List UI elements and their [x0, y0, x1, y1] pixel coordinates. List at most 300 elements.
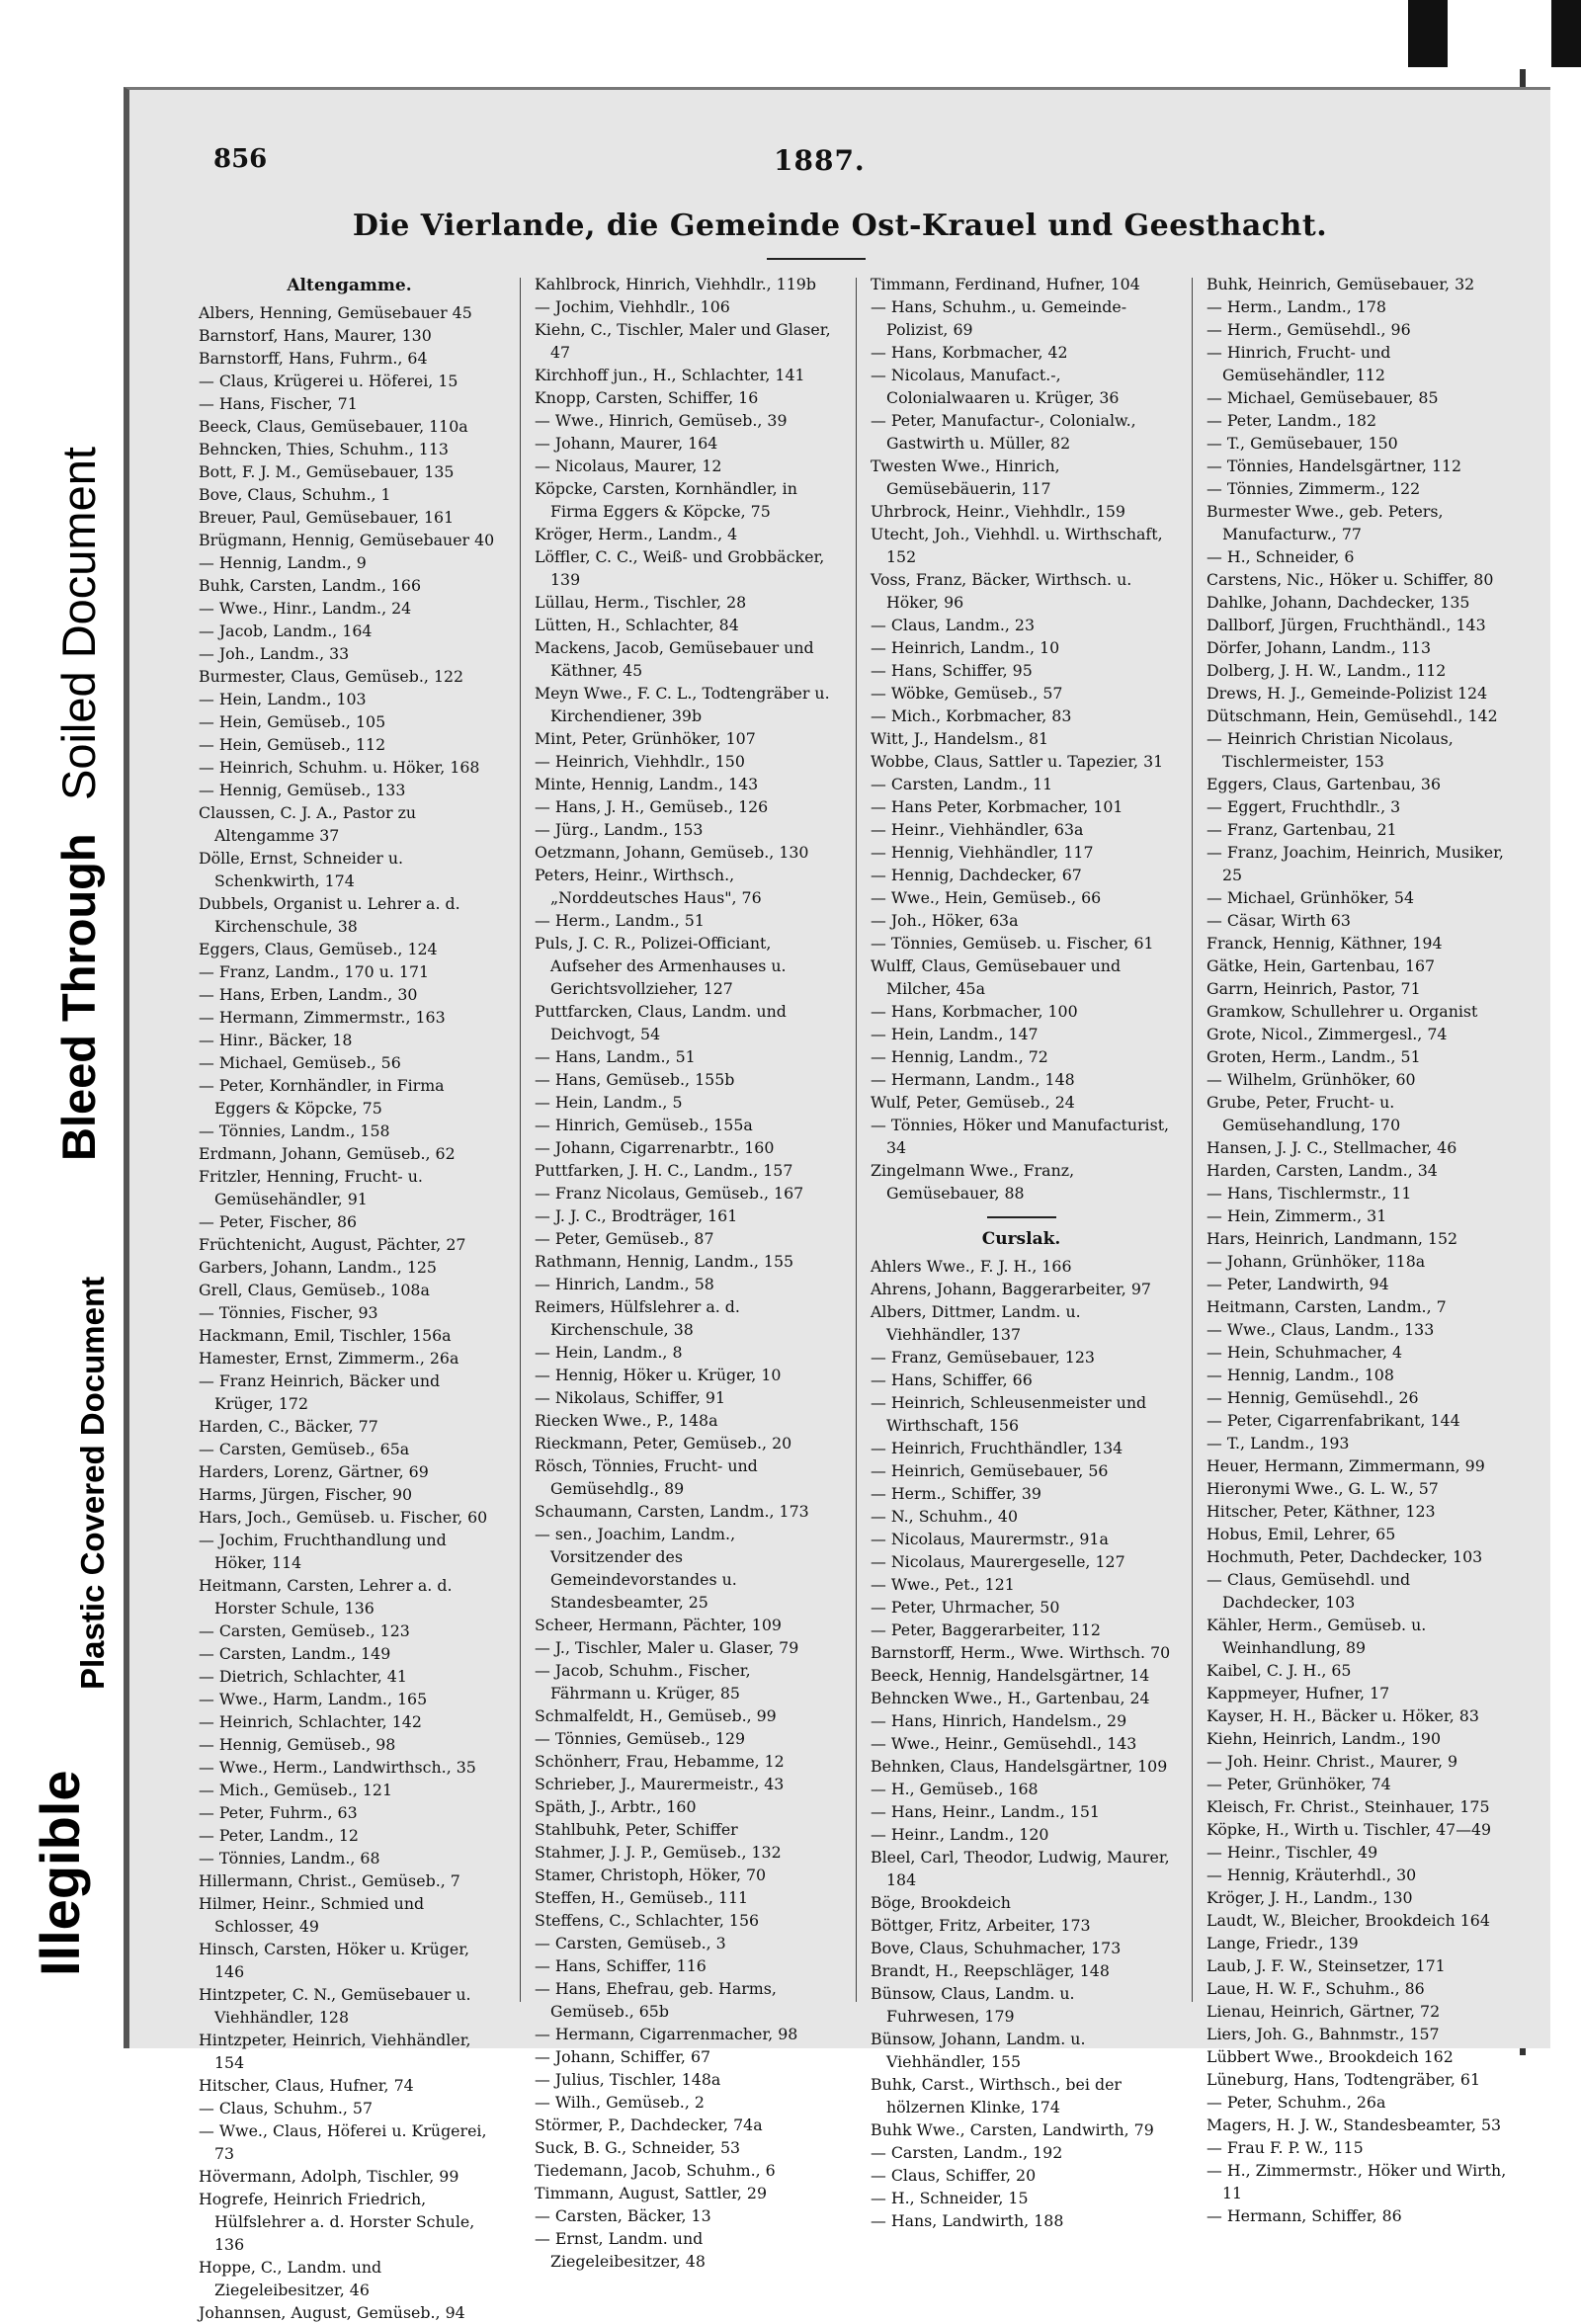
label-soiled-document: Soiled Document [52, 447, 105, 800]
directory-entry: Harders, Lorenz, Gärtner, 69 [199, 1462, 429, 1481]
directory-entry: Garrn, Heinrich, Pastor, 71 [1207, 979, 1421, 998]
directory-entry: — Michael, Gemüseb., 56 [199, 1053, 401, 1072]
directory-entry: Rathmann, Hennig, Landm., 155 [535, 1252, 794, 1271]
directory-entry: — Joh., Höker, 63a [871, 911, 1019, 930]
directory-entry: — Peter, Landwirth, 94 [1207, 1275, 1389, 1293]
column-divider [1192, 278, 1193, 2002]
directory-entry: — Peter, Baggerarbeiter, 112 [871, 1620, 1101, 1639]
directory-entry: Dörfer, Johann, Landm., 113 [1207, 638, 1431, 657]
directory-entry: Albers, Henning, Gemüsebauer 45 [199, 303, 472, 322]
directory-entry: Brandt, H., Reepschläger, 148 [871, 1961, 1110, 1980]
directory-entry: Dolberg, J. H. W., Landm., 112 [1207, 661, 1447, 680]
directory-entry: — Jacob, Schuhm., Fischer, Fährmann u. Krüger, 85 [535, 1661, 751, 1702]
directory-entry: — Wilh., Gemüseb., 2 [535, 2093, 705, 2112]
directory-column-2 [535, 273, 836, 2273]
directory-entry: — Hans, Ehefrau, geb. Harms, Gemüseb., 65b [535, 1979, 777, 2021]
directory-entry: — Heinrich Christian Nicolaus, Tischlermeister, 153 [1207, 729, 1454, 771]
directory-entry: — Hennig, Höker u. Krüger, 10 [535, 1366, 782, 1384]
directory-entry: — Hennig, Gemüsehdl., 26 [1207, 1388, 1419, 1407]
directory-column-3 [871, 273, 1172, 2232]
directory-entry: Früchtenicht, August, Pächter, 27 [199, 1235, 466, 1254]
directory-entry: — Hein, Landm., 147 [871, 1025, 1039, 1043]
column-divider [856, 278, 857, 2002]
directory-entry: — Hans, Landm., 51 [535, 1047, 696, 1066]
directory-entry: — Peter, Cigarrenfabrikant, 144 [1207, 1411, 1460, 1430]
directory-entry: — Heinr., Landm., 120 [871, 1825, 1049, 1844]
page-title: Die Vierlande, die Gemeinde Ost-Krauel und Geesthacht. [352, 208, 1328, 243]
directory-entry: — Hennig, Gemüseb., 98 [199, 1735, 396, 1754]
directory-entry: Grell, Claus, Gemüseb., 108a [199, 1281, 430, 1299]
directory-entry: Hitscher, Claus, Hufner, 74 [199, 2076, 414, 2095]
directory-entry: Kahlbrock, Hinrich, Viehhdlr., 119b [535, 275, 816, 293]
directory-entry: Kiehn, C., Tischler, Maler und Glaser, 47 [535, 320, 831, 362]
directory-entry: Kröger, J. H., Landm., 130 [1207, 1888, 1413, 1907]
directory-entry: Garbers, Johann, Landm., 125 [199, 1258, 437, 1277]
directory-entry: — Hans, Fischer, 71 [199, 394, 358, 413]
directory-entry: — Jacob, Landm., 164 [199, 622, 373, 640]
directory-entry: — Tönnies, Landm., 68 [199, 1849, 380, 1868]
directory-entry: — Claus, Schuhm., 57 [199, 2099, 374, 2117]
directory-entry: Hansen, J. J. C., Stellmacher, 46 [1207, 1138, 1457, 1157]
directory-entry: Wulff, Claus, Gemüsebauer und Milcher, 45a [871, 956, 1122, 998]
directory-entry: Grote, Nicol., Zimmergesl., 74 [1207, 1025, 1448, 1043]
directory-entry: Stahmer, J. J. P., Gemüseb., 132 [535, 1843, 782, 1862]
directory-entry: Hillermann, Christ., Gemüseb., 7 [199, 1871, 460, 1890]
directory-entry: Magers, H. J. W., Standesbeamter, 53 [1207, 2116, 1502, 2134]
directory-entry: Heitmann, Carsten, Landm., 7 [1207, 1297, 1447, 1316]
directory-entry: — Hans, Korbmacher, 100 [871, 1002, 1078, 1021]
directory-entry: — H., Schneider, 15 [871, 2189, 1029, 2207]
directory-entry: Laue, H. W. F., Schuhm., 86 [1207, 1979, 1425, 1998]
directory-entry: — Johann, Maurer, 164 [535, 434, 718, 453]
directory-entry: Johannsen, August, Gemüseb., 94 [199, 2303, 465, 2322]
directory-entry: — Herm., Landm., 178 [1207, 297, 1386, 316]
directory-entry: Fritzler, Henning, Frucht- u. Gemüsehändler, 91 [199, 1167, 423, 1208]
directory-entry: — Hans, J. H., Gemüseb., 126 [535, 797, 769, 816]
directory-entry: — Peter, Landm., 12 [199, 1826, 359, 1845]
directory-entry: — Hein, Gemüseb., 112 [199, 735, 386, 754]
directory-entry: Lütten, H., Schlachter, 84 [535, 616, 739, 634]
directory-entry: Kayser, H. H., Bäcker u. Höker, 83 [1207, 1706, 1479, 1725]
degradation-labels [0, 0, 124, 2151]
directory-entry: Kröger, Herm., Landm., 4 [535, 525, 738, 543]
directory-entry: Hogrefe, Heinrich Friedrich, Hülfslehrer a. d. Horster Schule, 136 [199, 2190, 475, 2254]
directory-entry: — Nicolaus, Manufact.-, Colonialwaaren u. Krüger, 36 [871, 366, 1120, 407]
directory-entry: Carstens, Nic., Höker u. Schiffer, 80 [1207, 570, 1494, 589]
directory-entry: — Herm., Gemüsehdl., 96 [1207, 320, 1411, 339]
directory-entry: Eggers, Claus, Gemüseb., 124 [199, 940, 438, 958]
directory-entry: — Carsten, Gemüseb., 65a [199, 1440, 410, 1458]
directory-entry: — Hans, Erben, Landm., 30 [199, 985, 418, 1004]
directory-entry: Stamer, Christoph, Höker, 70 [535, 1866, 767, 1884]
directory-entry: Breuer, Paul, Gemüsebauer, 161 [199, 508, 455, 527]
directory-entry: Lüllau, Herm., Tischler, 28 [535, 593, 747, 612]
directory-entry: Laub, J. F. W., Steinsetzer, 171 [1207, 1956, 1446, 1975]
label-bleed-through: Bleed Through [52, 833, 105, 1161]
directory-entry: — Carsten, Bäcker, 13 [535, 2206, 711, 2225]
column-divider [520, 278, 521, 2002]
directory-entry: Mint, Peter, Grünhöker, 107 [535, 729, 756, 748]
directory-entry: — Tönnies, Gemüseb. u. Fischer, 61 [871, 934, 1154, 953]
directory-entry: Schrieber, J., Maurermeistr., 43 [535, 1775, 785, 1793]
directory-entry: Buhk, Carst., Wirthsch., bei der hölzernen Klinke, 174 [871, 2075, 1122, 2116]
directory-entry: — Hein, Gemüseb., 105 [199, 712, 386, 731]
directory-entry: Ahrens, Johann, Baggerarbeiter, 97 [871, 1280, 1151, 1298]
directory-entry: — Hinrich, Gemüseb., 155a [535, 1116, 753, 1134]
directory-entry: — Peter, Grünhöker, 74 [1207, 1775, 1391, 1793]
directory-entry: Rieckmann, Peter, Gemüseb., 20 [535, 1434, 792, 1452]
directory-entry: Lange, Friedr., 139 [1207, 1934, 1359, 1952]
directory-entry: — Tönnies, Fischer, 93 [199, 1303, 378, 1322]
directory-columns [199, 273, 1523, 2322]
directory-entry: Kappmeyer, Hufner, 17 [1207, 1684, 1390, 1702]
directory-entry: — Peter, Gemüseb., 87 [535, 1229, 714, 1248]
directory-column-1 [199, 273, 500, 2324]
directory-entry: Kaibel, C. J. H., 65 [1207, 1661, 1352, 1680]
directory-entry: — Herm., Landm., 51 [535, 911, 705, 930]
directory-entry: Wobbe, Claus, Sattler u. Tapezier, 31 [871, 752, 1164, 771]
directory-entry: — Franz, Joachim, Heinrich, Musiker, 25 [1207, 843, 1504, 884]
directory-entry: Bünsow, Johann, Landm. u. Viehhändler, 155 [871, 2030, 1086, 2071]
directory-entry: Dütschmann, Hein, Gemüsehdl., 142 [1207, 706, 1498, 725]
directory-entry: — Hans, Korbmacher, 42 [871, 343, 1068, 362]
directory-entry: — Franz, Gartenbau, 21 [1207, 820, 1397, 839]
directory-entry: — Nicolaus, Maurermstr., 91a [871, 1530, 1109, 1548]
directory-entry: — Michael, Gemüsebauer, 85 [1207, 388, 1439, 407]
directory-entry: — Herm., Schiffer, 39 [871, 1484, 1041, 1503]
directory-entry: Laudt, W., Bleicher, Brookdeich 164 [1207, 1911, 1490, 1930]
directory-entry: — Hermann, Landm., 148 [871, 1070, 1075, 1089]
directory-entry: Kiehn, Heinrich, Landm., 190 [1207, 1729, 1441, 1748]
directory-entry: — T., Landm., 193 [1207, 1434, 1350, 1452]
directory-entry: — Eggert, Fruchthdlr., 3 [1207, 797, 1401, 816]
directory-entry: Köpke, H., Wirth u. Tischler, 47—49 [1207, 1820, 1492, 1839]
directory-entry: — Hans, Hinrich, Handelsm., 29 [871, 1711, 1127, 1730]
directory-entry: — J., Tischler, Maler u. Glaser, 79 [535, 1638, 799, 1657]
directory-entry: — Heinrich, Schleusenmeister und Wirthschaft, 156 [871, 1393, 1147, 1435]
directory-entry: — Hennig, Viehhändler, 117 [871, 843, 1094, 862]
directory-entry: Beeck, Claus, Gemüsebauer, 110a [199, 417, 468, 436]
directory-entry: — Nikolaus, Schiffer, 91 [535, 1388, 725, 1407]
directory-entry: Heuer, Hermann, Zimmermann, 99 [1207, 1456, 1485, 1475]
directory-entry: Böge, Brookdeich [871, 1893, 1011, 1912]
directory-entry: Hoppe, C., Landm. und Ziegeleibesitzer, 46 [199, 2258, 382, 2299]
directory-entry: — Wwe., Heinr., Gemüsehdl., 143 [871, 1734, 1137, 1753]
directory-entry: Groten, Herm., Landm., 51 [1207, 1047, 1421, 1066]
directory-entry: — H., Schneider, 6 [1207, 547, 1355, 566]
directory-entry: — Hinrich, Frucht- und Gemüsehändler, 112 [1207, 343, 1391, 384]
directory-entry: Hars, Heinrich, Landmann, 152 [1207, 1229, 1458, 1248]
directory-entry: — Hans, Landwirth, 188 [871, 2211, 1064, 2230]
directory-entry: — Johann, Schiffer, 67 [535, 2047, 711, 2066]
directory-entry: Kähler, Herm., Gemüseb. u. Weinhandlung, 89 [1207, 1616, 1427, 1657]
directory-entry: Rösch, Tönnies, Frucht- und Gemüsehdlg., 89 [535, 1456, 758, 1498]
directory-entry: Kleisch, Fr. Christ., Steinhauer, 175 [1207, 1797, 1490, 1816]
directory-entry: Drews, H. J., Gemeinde-Polizist 124 [1207, 684, 1488, 703]
directory-entry: — Peter, Fuhrm., 63 [199, 1803, 358, 1822]
directory-entry: — Tönnies, Landm., 158 [199, 1121, 390, 1140]
directory-entry: Bove, Claus, Schuhmacher, 173 [871, 1939, 1122, 1957]
directory-entry: Scheer, Hermann, Pächter, 109 [535, 1616, 782, 1634]
directory-entry: Behnken, Claus, Handelsgärtner, 109 [871, 1757, 1168, 1776]
running-head [129, 144, 1550, 184]
directory-entry: — Nicolaus, Maurergeselle, 127 [871, 1552, 1125, 1571]
directory-entry: — Carsten, Gemüseb., 123 [199, 1621, 410, 1640]
directory-entry: Buhk, Carsten, Landm., 166 [199, 576, 422, 595]
directory-entry: Dubbels, Organist u. Lehrer a. d. Kirchenschule, 38 [199, 894, 460, 936]
directory-entry: — Carsten, Gemüseb., 3 [535, 1934, 726, 1952]
directory-entry: — Heinrich, Gemüsebauer, 56 [871, 1461, 1109, 1480]
directory-entry: — Jürg., Landm., 153 [535, 820, 704, 839]
directory-entry: Hobus, Emil, Lehrer, 65 [1207, 1525, 1396, 1543]
directory-entry: — Heinrich, Landm., 10 [871, 638, 1060, 657]
directory-entry: — Tönnies, Handelsgärtner, 112 [1207, 456, 1462, 475]
directory-entry: Buhk Wwe., Carsten, Landwirth, 79 [871, 2120, 1154, 2139]
directory-entry: Barnstorf, Hans, Maurer, 130 [199, 326, 432, 345]
directory-entry: — Hans, Heinr., Landm., 151 [871, 1802, 1100, 1821]
directory-entry: Dallborf, Jürgen, Fruchthändl., 143 [1207, 616, 1486, 634]
directory-entry: Gramkow, Schullehrer u. Organist [1207, 1002, 1478, 1021]
directory-entry: — Tönnies, Zimmerm., 122 [1207, 479, 1421, 498]
directory-entry: Puttfarcken, Claus, Landm. und Deichvogt, 54 [535, 1002, 787, 1043]
directory-entry: Schönherr, Frau, Hebamme, 12 [535, 1752, 785, 1771]
directory-entry: — Jochim, Fruchthandlung und Höker, 114 [199, 1531, 447, 1572]
directory-entry: — Franz, Gemüsebauer, 123 [871, 1348, 1095, 1367]
directory-entry: Reimers, Hülfslehrer a. d. Kirchenschule, 38 [535, 1297, 740, 1339]
directory-entry: Lienau, Heinrich, Gärtner, 72 [1207, 2002, 1441, 2021]
directory-entry: Barnstorff, Herm., Wwe. Wirthsch. 70 [871, 1643, 1171, 1662]
directory-entry: — Johann, Grünhöker, 118a [1207, 1252, 1426, 1271]
directory-entry: — Hans, Schuhm., u. Gemeinde-Polizist, 69 [871, 297, 1127, 339]
label-plastic-covered: Plastic Covered Document [74, 1276, 111, 1690]
label-illegible: Illegible [29, 1770, 91, 1976]
directory-entry: — Claus, Gemüsehdl. und Dachdecker, 103 [1207, 1570, 1411, 1612]
directory-entry: Hövermann, Adolph, Tischler, 99 [199, 2167, 459, 2186]
directory-entry: — sen., Joachim, Landm., Vorsitzender des Gemeindevorstandes u. Standesbeamter, 25 [535, 1525, 737, 1612]
directory-entry: — Wwe., Harm, Landm., 165 [199, 1690, 428, 1708]
directory-entry: Kirchhoff jun., H., Schlachter, 141 [535, 366, 805, 384]
directory-entry: — Carsten, Landm., 149 [199, 1644, 391, 1663]
directory-entry: Peters, Heinr., Wirthsch., „Norddeutsches Haus", 76 [535, 866, 762, 907]
directory-entry: Uhrbrock, Heinr., Viehhdlr., 159 [871, 502, 1125, 521]
directory-entry: Hars, Joch., Gemüseb. u. Fischer, 60 [199, 1508, 488, 1527]
directory-entry: — Johann, Cigarrenarbtr., 160 [535, 1138, 775, 1157]
directory-entry: — Heinr., Viehhändler, 63a [871, 820, 1084, 839]
directory-entry: — Hans, Schiffer, 66 [871, 1370, 1033, 1389]
directory-entry: — Claus, Krügerei u. Höferei, 15 [199, 372, 458, 390]
directory-entry: Hintzpeter, C. N., Gemüsebauer u. Viehhändler, 128 [199, 1985, 471, 2027]
directory-entry: Behncken, Thies, Schuhm., 113 [199, 440, 449, 458]
directory-entry: — Peter, Landm., 182 [1207, 411, 1377, 430]
directory-entry: Böttger, Fritz, Arbeiter, 173 [871, 1916, 1091, 1935]
directory-entry: — Frau F. P. W., 115 [1207, 2138, 1364, 2157]
directory-entry: — Heinrich, Schlachter, 142 [199, 1712, 422, 1731]
directory-entry: Timmann, August, Sattler, 29 [535, 2184, 768, 2202]
directory-entry: Albers, Dittmer, Landm. u. Viehhändler, 137 [871, 1302, 1081, 1344]
directory-entry: — Hein, Landm., 8 [535, 1343, 683, 1362]
directory-entry: — Dietrich, Schlachter, 41 [199, 1667, 407, 1686]
directory-entry: — Wwe., Pet., 121 [871, 1575, 1015, 1594]
directory-entry: — Peter, Kornhändler, in Firma Eggers & Köpcke, 75 [199, 1076, 445, 1118]
directory-entry: — Franz, Landm., 170 u. 171 [199, 962, 430, 981]
directory-entry: Bünsow, Claus, Landm. u. Fuhrwesen, 179 [871, 1984, 1075, 2026]
directory-entry: — Hans, Gemüseb., 155b [535, 1070, 735, 1089]
directory-entry: Schaumann, Carsten, Landm., 173 [535, 1502, 809, 1521]
scan-edge-right [1551, 0, 1581, 67]
directory-entry: — Hennig, Landm., 108 [1207, 1366, 1394, 1384]
directory-entry: — Hein, Schuhmacher, 4 [1207, 1343, 1403, 1362]
directory-entry: — Claus, Schiffer, 20 [871, 2166, 1037, 2185]
directory-entry: Brügmann, Hennig, Gemüsebauer 40 [199, 531, 495, 549]
directory-entry: Witt, J., Handelsm., 81 [871, 729, 1049, 748]
directory-entry: Ahlers Wwe., F. J. H., 166 [871, 1257, 1072, 1276]
directory-entry: — Hein, Landm., 103 [199, 690, 367, 708]
directory-entry: Liers, Joh. G., Bahnmstr., 157 [1207, 2025, 1440, 2043]
directory-entry: Hackmann, Emil, Tischler, 156a [199, 1326, 452, 1345]
directory-entry: — Carsten, Landm., 192 [871, 2143, 1063, 2162]
directory-entry: Meyn Wwe., F. C. L., Todtengräber u. Kirchendiener, 39b [535, 684, 830, 725]
directory-entry: Hochmuth, Peter, Dachdecker, 103 [1207, 1547, 1483, 1566]
directory-entry: — Wilhelm, Grünhöker, 60 [1207, 1070, 1416, 1089]
page-number: 856 [213, 144, 268, 174]
directory-entry: — Heinrich, Fruchthändler, 134 [871, 1439, 1123, 1457]
directory-entry: Hilmer, Heinr., Schmied und Schlosser, 49 [199, 1894, 425, 1936]
directory-entry: Harms, Jürgen, Fischer, 90 [199, 1485, 413, 1504]
directory-entry: Claussen, C. J. A., Pastor zu Altengamme 37 [199, 803, 417, 845]
directory-entry: Harden, C., Bäcker, 77 [199, 1417, 378, 1436]
directory-entry: Gätke, Hein, Gartenbau, 167 [1207, 956, 1436, 975]
directory-entry: Harden, Carsten, Landm., 34 [1207, 1161, 1438, 1180]
directory-entry: — T., Gemüsebauer, 150 [1207, 434, 1398, 453]
directory-entry: Wulf, Peter, Gemüseb., 24 [871, 1093, 1075, 1112]
directory-entry: Puttfarken, J. H. C., Landm., 157 [535, 1161, 793, 1180]
directory-entry: — Mich., Gemüseb., 121 [199, 1781, 393, 1799]
directory-entry: — Peter, Manufactur-, Colonialw., Gastwirth u. Müller, 82 [871, 411, 1136, 453]
directory-entry: Barnstorff, Hans, Fuhrm., 64 [199, 349, 428, 368]
directory-entry: Tiedemann, Jacob, Schuhm., 6 [535, 2161, 776, 2180]
directory-entry: — Tönnies, Höker und Manufacturist, 34 [871, 1116, 1170, 1157]
directory-entry: Stahlbuhk, Peter, Schiffer [535, 1820, 738, 1839]
directory-entry: Minte, Hennig, Landm., 143 [535, 775, 759, 793]
directory-entry: — Hans, Tischlermstr., 11 [1207, 1184, 1412, 1203]
directory-entry: Twesten Wwe., Hinrich, Gemüsebäuerin, 117 [871, 456, 1060, 498]
directory-entry: Köpcke, Carsten, Kornhändler, in Firma Eggers & Köpcke, 75 [535, 479, 797, 521]
directory-entry: — Hermann, Cigarrenmacher, 98 [535, 2025, 798, 2043]
directory-entry: — Wwe., Hinr., Landm., 24 [199, 599, 412, 618]
year-heading: 1887. [774, 144, 866, 177]
directory-entry: — Wöbke, Gemüseb., 57 [871, 684, 1063, 703]
directory-entry: — Hermann, Zimmermstr., 163 [199, 1008, 446, 1027]
directory-entry: Burmester, Claus, Gemüseb., 122 [199, 667, 464, 686]
directory-entry: Knopp, Carsten, Schiffer, 16 [535, 388, 759, 407]
directory-entry: Franck, Hennig, Käthner, 194 [1207, 934, 1443, 953]
directory-entry: Utecht, Joh., Viehhdl. u. Wirthschaft, 152 [871, 525, 1163, 566]
title-rule [767, 258, 866, 260]
directory-entry: Bott, F. J. M., Gemüsebauer, 135 [199, 462, 455, 481]
directory-entry: — Mich., Korbmacher, 83 [871, 706, 1072, 725]
directory-entry: — Hein, Landm., 5 [535, 1093, 683, 1112]
directory-entry: — Franz Heinrich, Bäcker und Krüger, 172 [199, 1371, 441, 1413]
section-heading-altengamme: Altengamme. [287, 276, 412, 295]
directory-entry: Grube, Peter, Frucht- u. Gemüsehandlung, 170 [1207, 1093, 1401, 1134]
directory-entry: Heitmann, Carsten, Lehrer a. d. Horster Schule, 136 [199, 1576, 453, 1618]
scanned-page [124, 87, 1550, 2322]
directory-entry: — Joh. Heinr. Christ., Maurer, 9 [1207, 1752, 1458, 1771]
directory-entry: — Heinrich, Schuhm. u. Höker, 168 [199, 758, 480, 777]
directory-entry: Löffler, C. C., Weiß- und Grobbäcker, 139 [535, 547, 825, 589]
directory-entry: Dölle, Ernst, Schneider u. Schenkwirth, 174 [199, 849, 404, 890]
directory-entry: — Hans, Schiffer, 95 [871, 661, 1033, 680]
directory-entry: — Hinrich, Landm., 58 [535, 1275, 714, 1293]
directory-entry: — Peter, Uhrmacher, 50 [871, 1598, 1060, 1617]
directory-entry: — Claus, Landm., 23 [871, 616, 1036, 634]
directory-entry: — Joh., Landm., 33 [199, 644, 350, 663]
directory-entry: Bove, Claus, Schuhm., 1 [199, 485, 391, 504]
directory-entry: — Hennig, Gemüseb., 133 [199, 781, 406, 799]
directory-entry: Steffen, H., Gemüseb., 111 [535, 1888, 749, 1907]
directory-entry: — Hans, Schiffer, 116 [535, 1956, 707, 1975]
directory-entry: Burmester Wwe., geb. Peters, Manufacturw., 77 [1207, 502, 1444, 543]
directory-entry: — Wwe., Hinrich, Gemüseb., 39 [535, 411, 788, 430]
directory-entry: — Michael, Grünhöker, 54 [1207, 888, 1415, 907]
directory-entry: Zingelmann Wwe., Franz, Gemüsebauer, 88 [871, 1161, 1075, 1203]
directory-entry: Störmer, P., Dachdecker, 74a [535, 2116, 763, 2134]
directory-entry: — Hennig, Dachdecker, 67 [871, 866, 1082, 884]
directory-entry: — Hinr., Bäcker, 18 [199, 1031, 353, 1049]
directory-entry: Beeck, Hennig, Handelsgärtner, 14 [871, 1666, 1150, 1685]
directory-entry: Lübbert Wwe., Brookdeich 162 [1207, 2047, 1454, 2066]
directory-entry: — Franz Nicolaus, Gemüseb., 167 [535, 1184, 804, 1203]
directory-entry: — Jochim, Viehhdlr., 106 [535, 297, 730, 316]
directory-entry: Hieronymi Wwe., G. L. W., 57 [1207, 1479, 1439, 1498]
directory-entry: Schmalfeldt, H., Gemüseb., 99 [535, 1706, 777, 1725]
directory-entry: — Nicolaus, Maurer, 12 [535, 456, 722, 475]
directory-entry: — Hennig, Landm., 72 [871, 1047, 1048, 1066]
directory-entry: Steffens, C., Schlachter, 156 [535, 1911, 760, 1930]
directory-entry: Riecken Wwe., P., 148a [535, 1411, 718, 1430]
directory-entry: Hamester, Ernst, Zimmerm., 26a [199, 1349, 459, 1368]
directory-entry: — N., Schuhm., 40 [871, 1507, 1019, 1526]
directory-entry: Behncken Wwe., H., Gartenbau, 24 [871, 1689, 1150, 1707]
directory-entry: — Hein, Zimmerm., 31 [1207, 1206, 1387, 1225]
directory-entry: Puls, J. C. R., Polizei-Officiant, Aufseher des Armenhauses u. Gerichtsvollzieher, 127 [535, 934, 787, 998]
directory-entry: — Wwe., Herm., Landwirthsch., 35 [199, 1758, 476, 1777]
directory-entry: — Hermann, Schiffer, 86 [1207, 2206, 1402, 2225]
directory-entry: — Hennig, Landm., 9 [199, 553, 367, 572]
directory-entry: — Wwe., Hein, Gemüseb., 66 [871, 888, 1102, 907]
directory-entry: Suck, B. G., Schneider, 53 [535, 2138, 741, 2157]
section-rule [987, 1216, 1056, 1218]
directory-entry: Lüneburg, Hans, Todtengräber, 61 [1207, 2070, 1481, 2089]
directory-entry: Erdmann, Johann, Gemüseb., 62 [199, 1144, 456, 1163]
directory-entry: — Carsten, Landm., 11 [871, 775, 1053, 793]
directory-entry: Hitscher, Peter, Käthner, 123 [1207, 1502, 1436, 1521]
directory-entry: — Peter, Fischer, 86 [199, 1212, 358, 1231]
directory-entry: — J. J. C., Brodträger, 161 [535, 1206, 738, 1225]
directory-entry: Späth, J., Arbtr., 160 [535, 1797, 697, 1816]
directory-entry: Hinsch, Carsten, Höker u. Krüger, 146 [199, 1940, 470, 1981]
directory-entry: Eggers, Claus, Gartenbau, 36 [1207, 775, 1441, 793]
directory-entry: — H., Gemüseb., 168 [871, 1780, 1039, 1798]
directory-entry: Hintzpeter, Heinrich, Viehhändler, 154 [199, 2031, 471, 2072]
directory-entry: — Peter, Schuhm., 26a [1207, 2093, 1386, 2112]
directory-entry: — Hans Peter, Korbmacher, 101 [871, 797, 1123, 816]
directory-entry: — Julius, Tischler, 148a [535, 2070, 721, 2089]
directory-entry: — Heinr., Tischler, 49 [1207, 1843, 1378, 1862]
directory-entry: — Hennig, Kräuterhdl., 30 [1207, 1866, 1417, 1884]
section-heading-curslak: Curslak. [981, 1229, 1061, 1249]
directory-entry: Dahlke, Johann, Dachdecker, 135 [1207, 593, 1470, 612]
